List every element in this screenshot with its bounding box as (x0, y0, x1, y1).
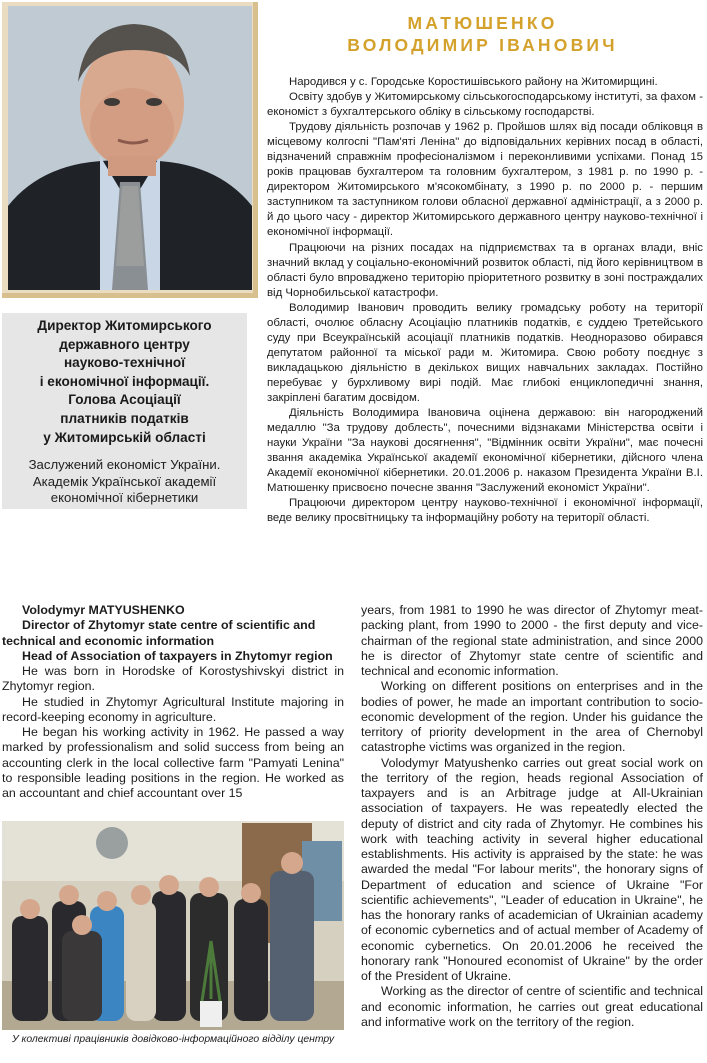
group-photo (2, 821, 344, 1030)
english-paragraph: Volodymyr Matyushenko carries out great social work on the territory of the region, heads regional Association of taxpayers and is an Arbitrage judge at All-Ukrainian association of taxpayers. He was repeatedly elected the deputy of district and city rada of Zhytomyr. He combines his work with teaching activity in several higher educational establishments. His activity is appraised by the state: he was awarded the medal "For labour merits", the honorary signs of Department of education and science of Ukraine "For scientific achievements", "Leader of education in Ukraine", he has the honorary ranks of academician of Ukrainian academy of economic cybernetics and of actual member of Academy of economic cybernetics. On 20.01.2006 he received the honorary rank "Honoured economist of Ukraine" by the order of the President of Ukraine. (361, 755, 703, 983)
bio-paragraph: Діяльність Володимира Івановича оцінена державою: він нагороджений медаллю "За трудову доблесть", почесними відзнаками Міністерства освіти і науки України "За наукові досягнення", "Відмінник освіти України", має почесні звання академіка Української академії економічної кібернетики, дійсного члена Академії економічної кібернетики. 20.01.2006 р. наказом Президента України В.І. Матюшенку присвоєно почесне звання "Заслужений економіст України". (267, 407, 703, 495)
caption-title-line: і економічної інформації. (39, 373, 210, 389)
bio-paragraph: Народився у с. Городське Коростишівського району на Житомирщині. (289, 76, 658, 88)
english-paragraph: Working as the director of centre of scientific and technical and economic information, he carries out great educational and informative work on the territory of the region. (361, 984, 703, 1029)
caption-title-line: Директор Житомирського (37, 318, 212, 333)
caption-title-line: у Житомирській області (43, 429, 206, 445)
english-paragraph: Working on different positions on enterprises and in the bodies of power, he made an important contribution to socio-economic development of the region. Under his guidance the territory of priority development in the area of Chernobyl catastrophe victims was organized in the region. (361, 679, 703, 755)
group-photo-caption: У колективі працівників довідково-інформаційного відділу центру (11, 1034, 335, 1045)
portrait-photo (8, 6, 252, 290)
english-name: Volodymyr MATYUSHENKO (22, 603, 185, 617)
bio-paragraph: Трудову діяльність розпочав у 1962 р. Пройшов шлях від посади обліковця в місцевому колгоспі "Пам'яті Леніна" до відповідальних керівних посад в області, відзначений справжнім професіоналізмом і переконливими успіхами. Понад 15 років працював бухгалтером та головним бухгалтером, з 1981 р. по 1990 р. - директором Житомирського м'ясокомбінату, з 1990 р. по 2000 р. - першим заступником та заступником голови обласної державної адміністрації, а з 2000 р. й до цього часу - директор Житомирського державного центру науково-технічної і економічної інформації. (267, 121, 703, 239)
group-photo-illustration (2, 821, 344, 1030)
biography-english-left (2, 603, 344, 801)
caption-subtitle (6, 457, 243, 507)
caption-title-line: Голова Асоціації (68, 392, 181, 408)
biography-english-right (361, 603, 703, 1030)
bio-paragraph: Працюючи на різних посадах на підприємствах та в органах влади, вніс значний вклад у соціально-економічний розвиток області, під його керівництвом в області було впроваджено територію пріоритетного розвитку в зоні постраждалих від Чорнобильської катастрофи. (267, 241, 703, 299)
caption-sub-line: Академік Української академії (32, 473, 217, 489)
given-names: ВОЛОДИМИР ІВАНОВИЧ (347, 35, 618, 55)
surname: МАТЮШЕНКО (407, 13, 558, 33)
english-paragraph: He began his working activity in 1962. He passed a way marked by professionalism and solid success from being an accounting clerk in the local collective farm "Pamyati Lenina" to responsible leading positions in the region. He worked as an accountant and chief accountant over 15 (2, 725, 344, 800)
name-heading (290, 12, 675, 56)
bio-paragraph: Освіту здобув у Житомирському сільськогосподарському інституті, за фахом - економіст з бухгалтерського обліку в сільському господарстві. (267, 91, 703, 119)
caption-title (6, 317, 243, 447)
portrait-illustration (8, 6, 252, 290)
english-title-director: Director of Zhytomyr state centre of scientific and technical and economic information (2, 618, 316, 648)
caption-sub-line: Заслужений економіст України. (28, 457, 221, 473)
bio-paragraph: Володимир Іванович проводить велику громадську роботу на території області, очолює обласну Асоціацію платників податків, є суддею Третейського суду при Всеукраїнській асоціації платників податків. Неодноразово обирався депутатом районної та міської ради м. Житомира. Свою роботу поєднує з викладацькою діяльністю в декількох вищих навчальних закладах. Постійно перебуває у бурхливому вирі подій. Має глибокі енциклопедичні знання, закріплені багатим досвідом. (267, 301, 703, 404)
english-paragraph: He was born in Horodske of Korostyshivskyi district in Zhytomyr region. (2, 664, 344, 694)
bio-paragraph: Працюючи директором центру науково-технічної і економічної інформації, веде велику просвітницьку та інформаційну роботу на території області. (267, 497, 703, 525)
english-paragraph: He studied in Zhytomyr Agricultural Institute majoring in record-keeping economy in agriculture. (2, 694, 344, 724)
biography-ukrainian (267, 75, 703, 526)
caption-sub-line: економічної кібернетики (50, 490, 199, 506)
caption-box (2, 313, 247, 509)
caption-title-line: платників податків (60, 410, 189, 426)
caption-title-line: науково-технічної (63, 355, 186, 371)
english-title-head: Head of Association of taxpayers in Zhytomyr region (22, 648, 333, 663)
caption-title-line: державного центру (59, 336, 190, 352)
english-paragraph-continued: years, from 1981 to 1990 he was director of Zhytomyr meat-packing plant, from 1990 to 2000 - the first deputy and vice-chairman of the regional state administration, and since 2000 he is director of Zhytomyr state centre of scientific and technical and economic information. (361, 603, 703, 678)
